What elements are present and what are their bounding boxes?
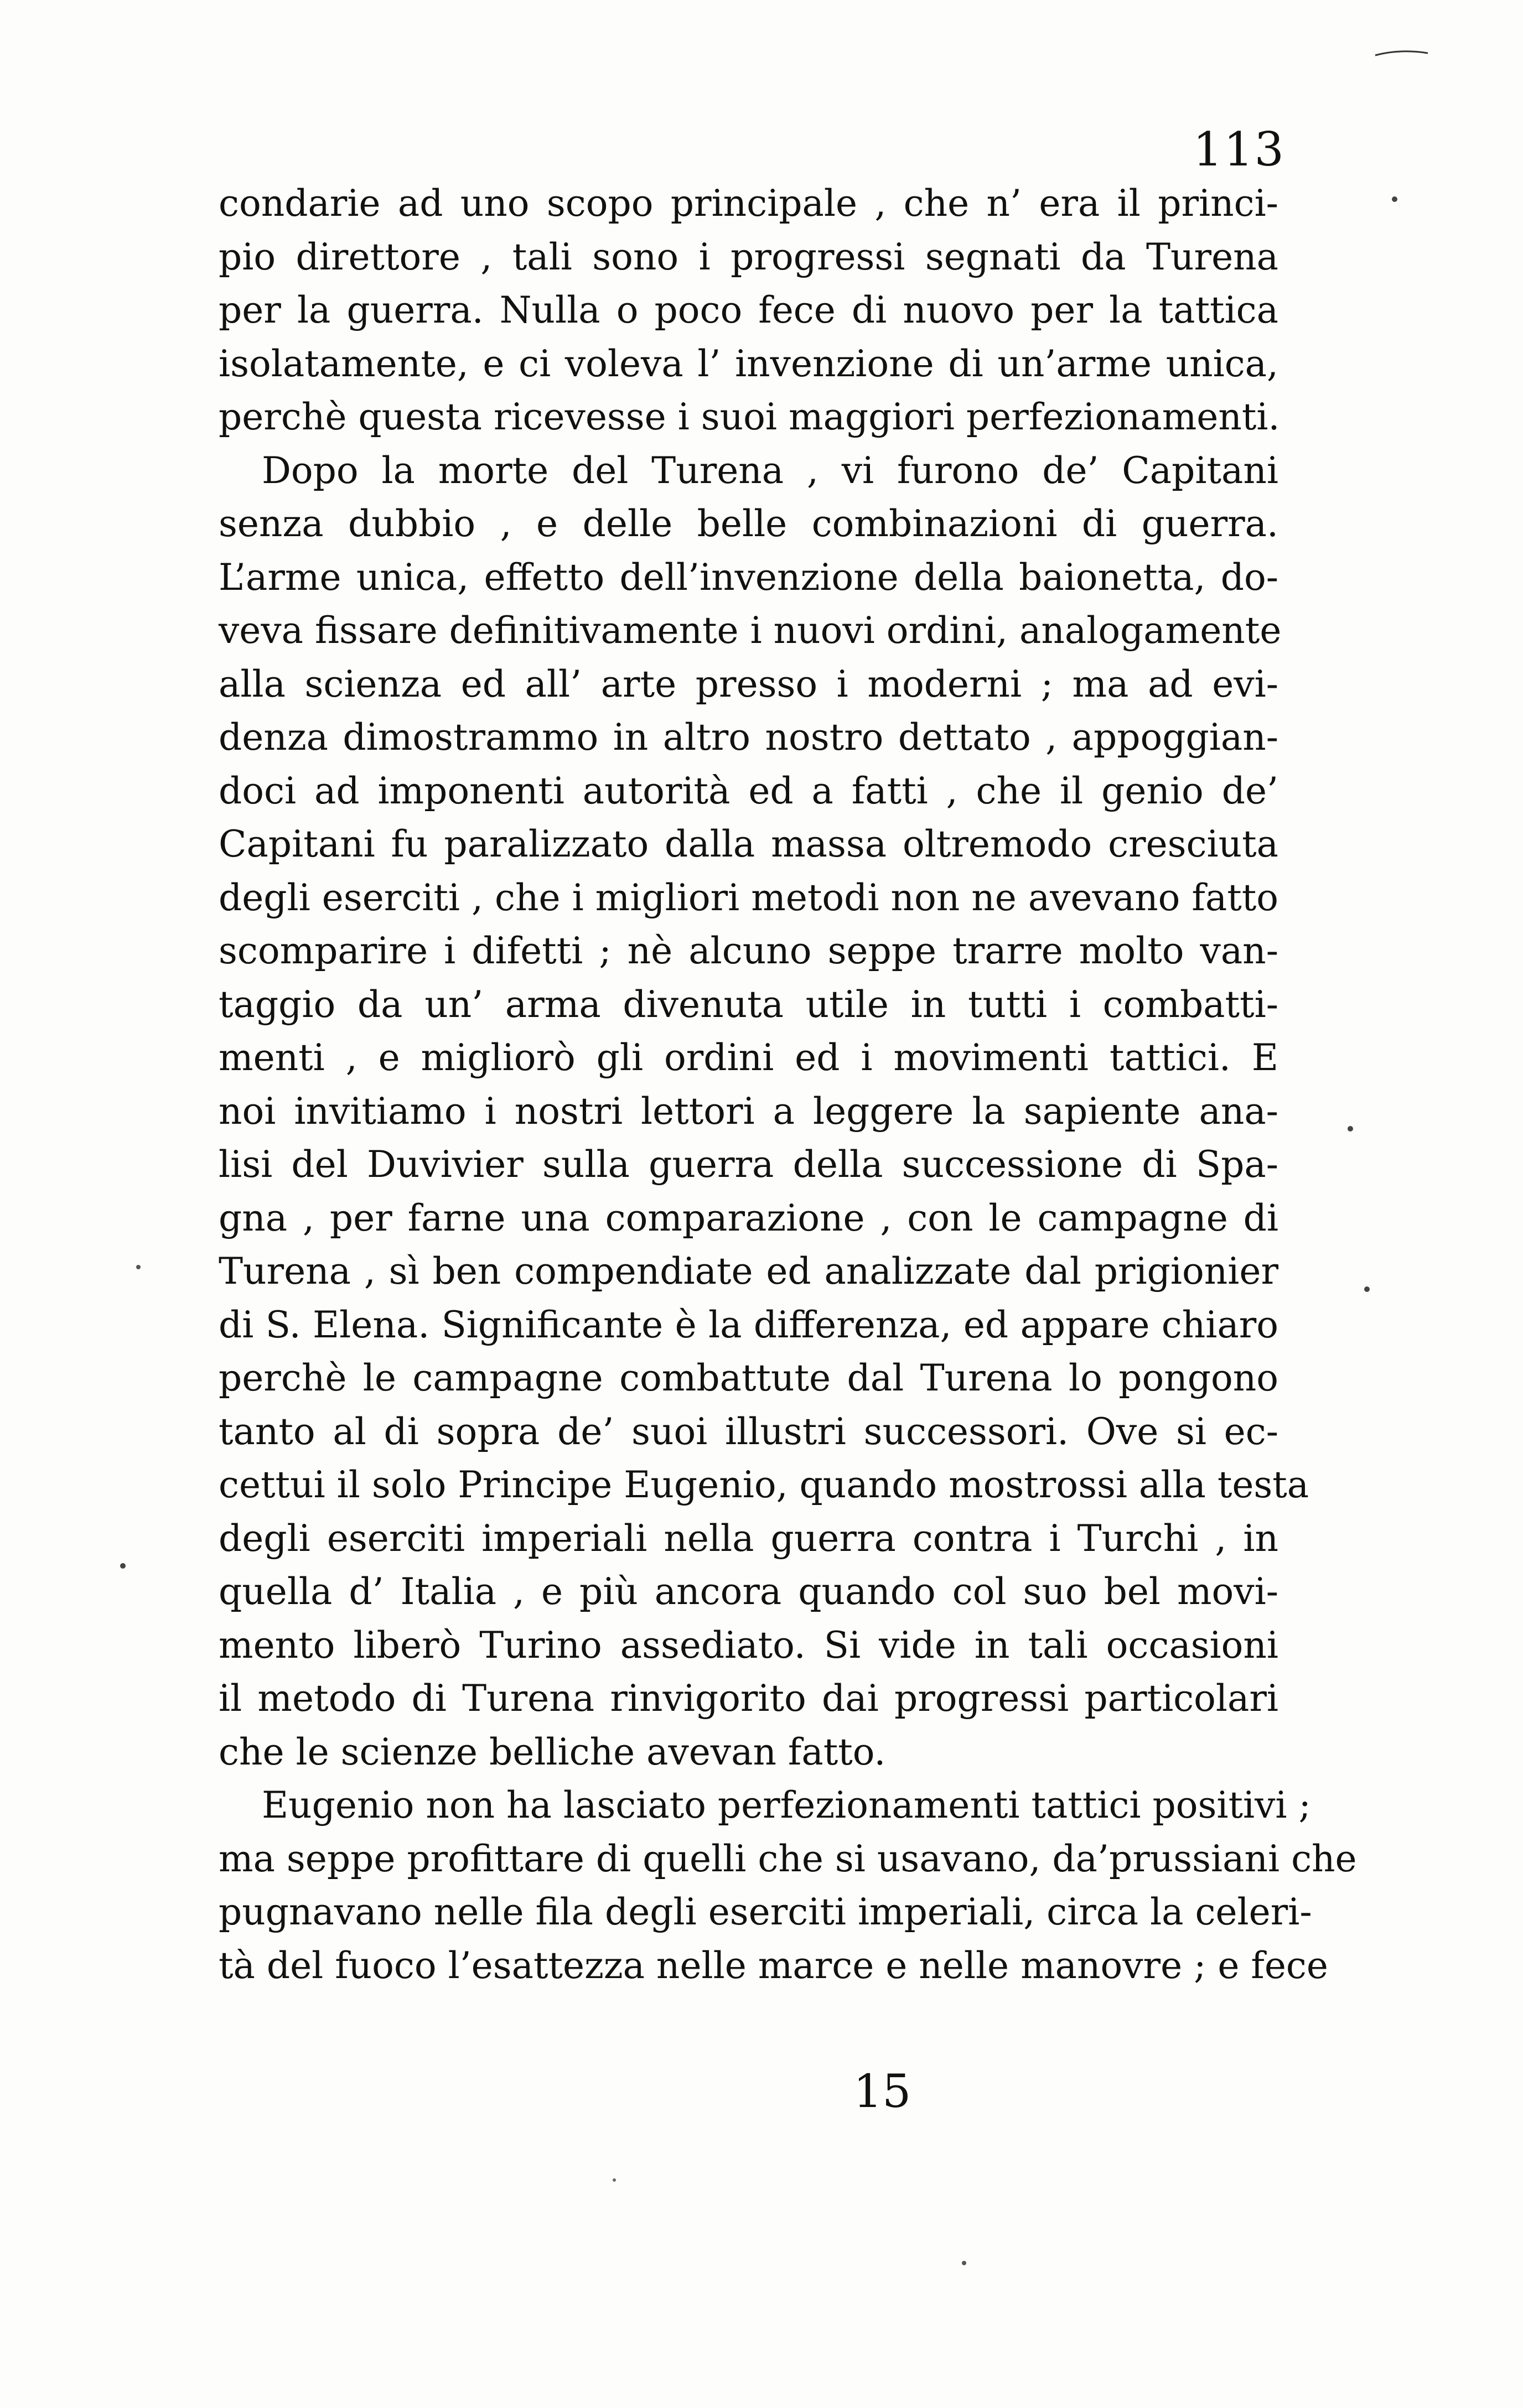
ink-speck xyxy=(1392,196,1397,202)
text-line: lisi del Duvivier sulla guerra della successione di Spa- xyxy=(219,1143,1278,1186)
text-line: pugnavano nelle fila degli eserciti imperiali, circa la celeri- xyxy=(219,1891,1312,1933)
text-line: denza dimostrammo in altro nostro dettato , appoggian- xyxy=(219,716,1278,759)
ink-speck xyxy=(613,2178,616,2182)
page-number: 113 xyxy=(1193,122,1285,177)
text-line: condarie ad uno scopo principale , che n’ era il princi- xyxy=(219,182,1278,225)
text-line: tanto al di sopra de’ suoi illustri successori. Ove si ec- xyxy=(219,1410,1278,1453)
text-line: Capitani fu paralizzato dalla massa oltremodo cresciuta xyxy=(219,823,1278,865)
text-line: pio direttore , tali sono i progressi segnati da Turena xyxy=(219,235,1278,278)
text-line: ma seppe profittare di quelli che si usavano, da’prussiani che xyxy=(219,1837,1357,1880)
text-line: Turena , sì ben compendiate ed analizzate dal prigionier xyxy=(219,1250,1278,1293)
body-text xyxy=(219,177,1357,1992)
text-line: doci ad imponenti autorità ed a fatti , che il genio de’ xyxy=(219,769,1278,812)
text-line: mento liberò Turino assediato. Si vide in tali occasioni xyxy=(219,1623,1278,1667)
text-line: gna , per farne una comparazione , con le campagne di xyxy=(219,1196,1278,1239)
ink-speck xyxy=(1364,1286,1370,1292)
text-line: per la guerra. Nulla o poco fece di nuovo per la tattica xyxy=(219,289,1278,331)
text-line: menti , e migliorò gli ordini ed i movimenti tattici. E xyxy=(219,1036,1278,1079)
text-line: tà del fuoco l’esattezza nelle marce e nelle manovre ; e fece xyxy=(219,1944,1328,1987)
ink-speck xyxy=(962,2261,966,2265)
signature-mark: 15 xyxy=(853,2066,911,2118)
text-line: quella d’ Italia , e più ancora quando col suo bel movi- xyxy=(219,1570,1278,1613)
ink-speck xyxy=(1348,1126,1353,1132)
text-line: veva fissare definitivamente i nuovi ordini, analogamente xyxy=(219,609,1282,652)
text-line: senza dubbio , e delle belle combinazioni di guerra. xyxy=(219,502,1278,545)
ink-speck xyxy=(136,1265,141,1269)
text-line: che le scienze belliche avevan fatto. xyxy=(219,1730,886,1773)
text-line: Dopo la morte del Turena , vi furono de’ Capitani xyxy=(262,449,1278,492)
ink-speck xyxy=(120,1563,126,1569)
text-line: degli eserciti , che i migliori metodi non ne avevano fatto xyxy=(219,876,1278,919)
text-line: degli eserciti imperiali nella guerra contra i Turchi , in xyxy=(219,1517,1278,1560)
text-line: scomparire i difetti ; nè alcuno seppe trarre molto van- xyxy=(219,930,1278,972)
text-line: perchè questa ricevesse i suoi maggiori perfezionamenti. xyxy=(219,396,1280,438)
text-line: taggio da un’ arma divenuta utile in tutti i combatti- xyxy=(219,983,1278,1026)
text-line: perchè le campagne combattute dal Turena lo pongono xyxy=(219,1357,1278,1399)
text-line: il metodo di Turena rinvigorito dai progressi particolari xyxy=(219,1677,1278,1720)
text-line: cettui il solo Principe Eugenio, quando mostrossi alla testa xyxy=(219,1464,1309,1506)
text-line: Eugenio non ha lasciato perfezionamenti tattici positivi ; xyxy=(262,1784,1311,1826)
text-line: alla scienza ed all’ arte presso i moderni ; ma ad evi- xyxy=(219,662,1278,705)
text-line: di S. Elena. Significante è la differenza, ed appare chiaro xyxy=(219,1303,1278,1346)
text-line: noi invitiamo i nostri lettori a leggere la sapiente ana- xyxy=(219,1089,1278,1133)
text-line: L’arme unica, effetto dell’invenzione della baionetta, do- xyxy=(219,556,1278,599)
text-line: isolatamente, e ci voleva l’ invenzione di un’arme unica, xyxy=(219,342,1278,385)
pencil-mark xyxy=(1375,51,1428,55)
